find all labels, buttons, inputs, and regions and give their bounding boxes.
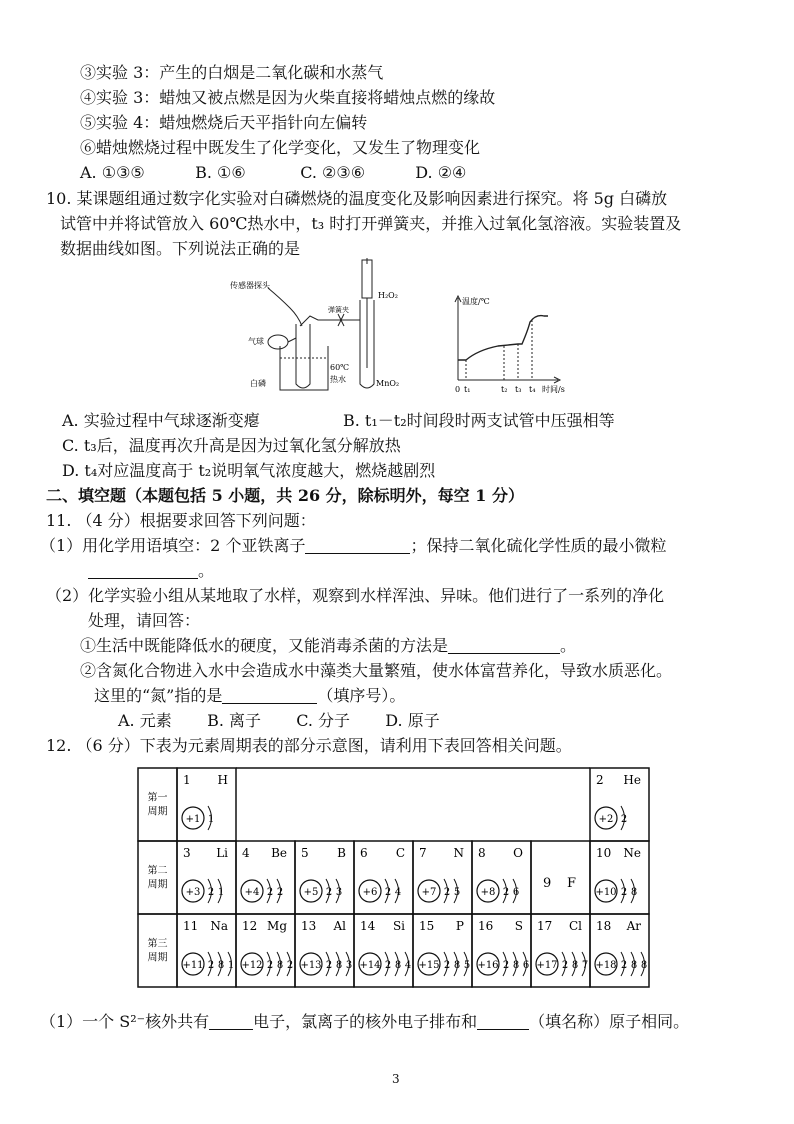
- shell-electron-count: 1: [227, 960, 235, 971]
- shell-electron-count: 2: [207, 960, 215, 971]
- answer-blank[interactable]: [222, 687, 317, 704]
- element-symbol: Li: [216, 846, 228, 860]
- element-number: 6: [360, 846, 368, 860]
- q12-part1-text-a: （1）一个 S²⁻核外共有: [40, 1012, 210, 1031]
- q10-stem-line2: 试管中并将试管放入 60℃热水中，t₃ 时打开弹簧夹，并推入过氧化氢溶液。实验装置及: [60, 214, 682, 233]
- period-label: 周期: [147, 806, 168, 818]
- shell-electron-count: 2: [384, 887, 392, 898]
- element-symbol: Al: [333, 919, 346, 933]
- q11-part2-line2: 处理，请回答：: [88, 611, 201, 630]
- nucleus-charge: +16: [477, 960, 499, 971]
- element-symbol: S: [514, 919, 523, 933]
- element-number: 11: [183, 919, 199, 933]
- section-2-heading: 二、填空题（本题包括 5 小题，共 26 分，除标明外，每空 1 分）: [46, 486, 524, 505]
- element-symbol: Si: [392, 919, 405, 933]
- period-labels: [148, 791, 168, 964]
- balloon: [268, 335, 288, 349]
- shell-electron-count: 5: [463, 960, 471, 971]
- x-axis-label: 时间/s: [542, 385, 565, 394]
- element-number: 7: [419, 846, 427, 860]
- element-number: 13: [301, 919, 317, 933]
- shell-electron-count: 2: [207, 887, 215, 898]
- shell-electron-count: 2: [443, 960, 451, 971]
- period-box: [138, 841, 177, 914]
- element-symbol: N: [453, 846, 464, 860]
- shell-electron-count: 4: [394, 887, 402, 898]
- shell-electron-count: 2: [620, 814, 628, 825]
- nucleus-charge: +3: [185, 887, 201, 898]
- label-phosphorus: 白磷: [250, 379, 266, 388]
- answer-blank[interactable]: [477, 1013, 529, 1030]
- nucleus-charge: +10: [595, 887, 617, 898]
- shell-electron-count: 2: [266, 887, 274, 898]
- q10-option-a: A. 实验过程中气球逐渐变瘪: [62, 411, 260, 430]
- q9-option-c: C. ②③⑥: [300, 163, 366, 182]
- period-label: 周期: [147, 879, 168, 891]
- nucleus-charge: +8: [480, 887, 496, 898]
- q11-options: [118, 711, 440, 731]
- element-number: 17: [537, 919, 553, 933]
- period-label: 第二: [147, 865, 168, 877]
- q10-option-b: B. t₁－t₂时间段时两支试管中压强相等: [343, 411, 615, 430]
- shell-electron-count: 5: [453, 887, 461, 898]
- t3-label: t₃: [515, 385, 522, 394]
- left-test-tube: [296, 324, 310, 388]
- shell-electron-count: 8: [640, 960, 648, 971]
- period-box: [138, 914, 177, 987]
- q9-option-b: B. ①⑥: [195, 163, 246, 182]
- q11-item1-end: 。: [560, 636, 577, 655]
- element-number: 18: [596, 919, 612, 933]
- q12-part1-text-c: （填名称）原子相同。: [529, 1012, 690, 1031]
- element-number: 4: [242, 846, 250, 860]
- shell-electron-count: 8: [512, 960, 520, 971]
- connecting-tube: [300, 316, 360, 326]
- shell-electron-count: 8: [630, 887, 638, 898]
- q9-statement-4: ④实验 3：蜡烛又被点燃是因为火柴直接将蜡烛点燃的缘故: [80, 88, 496, 107]
- syringe: [362, 260, 372, 298]
- q11-option-a: A. 元素: [118, 711, 172, 730]
- shell-electron-count: 8: [335, 960, 343, 971]
- shell-electron-count: 8: [217, 960, 225, 971]
- element-number: 1: [183, 773, 191, 787]
- element-symbol: Cl: [568, 919, 582, 933]
- shell-electron-count: 8: [394, 960, 402, 971]
- q12-part1-text-b: 电子，氯离子的核外电子排布和: [253, 1012, 478, 1031]
- element-symbol: Na: [210, 919, 228, 933]
- shell-electron-count: 3: [335, 887, 343, 898]
- element-number: 8: [478, 846, 486, 860]
- q11-option-c: C. 分子: [296, 711, 351, 730]
- q9-statement-6: ⑥蜡烛燃烧过程中既发生了化学变化，又发生了物理变化: [80, 138, 481, 157]
- nucleus-charge: +1: [185, 814, 201, 825]
- q10-stem-line3: 数据曲线如图。下列说法正确的是: [60, 239, 301, 258]
- element-symbol: Ne: [623, 846, 641, 860]
- element-symbol: P: [455, 919, 464, 933]
- shell-electron-count: 6: [522, 960, 530, 971]
- q11-part2-item2-line2: [94, 686, 405, 706]
- shell-electron-count: 2: [286, 960, 294, 971]
- temperature-line: [458, 316, 548, 360]
- period-label: 第三: [147, 938, 168, 950]
- q11-part1-text-a: （1）用化学用语填空：2 个亚铁离子: [40, 536, 306, 555]
- beaker: [280, 346, 328, 390]
- nucleus-charge: +2: [598, 814, 614, 825]
- q10-stem-line1: 10. 某课题组通过数字化实验对白磷燃烧的温度变化及影响因素进行探究。将 5g 白磷放: [46, 189, 668, 208]
- nucleus-charge: +12: [241, 960, 263, 971]
- q10-option-c: C. t₃后，温度再次升高是因为过氧化氢分解放热: [62, 436, 401, 455]
- period-label: 第一: [147, 792, 168, 804]
- page-number: 3: [392, 1072, 400, 1086]
- nucleus-charge: +4: [244, 887, 260, 898]
- element-cells: [182, 773, 647, 976]
- q9-options: [80, 163, 466, 183]
- shell-electron-count: 2: [620, 887, 628, 898]
- element-symbol: C: [395, 846, 405, 860]
- q9-option-a: A. ①③⑤: [80, 163, 145, 182]
- element-number: 2: [596, 773, 604, 787]
- q9-option-d: D. ②④: [415, 163, 467, 182]
- element-symbol: O: [513, 846, 523, 860]
- shell-electron-count: 7: [581, 960, 589, 971]
- apparatus-figure: [210, 258, 420, 398]
- nucleus-charge: +7: [421, 887, 437, 898]
- shell-electron-count: 4: [404, 960, 412, 971]
- nucleus-charge: +11: [182, 960, 204, 971]
- element-number: 3: [183, 846, 191, 860]
- element-number: 15: [419, 919, 435, 933]
- shell-electron-count: 8: [630, 960, 638, 971]
- label-water: 热水: [330, 375, 346, 384]
- element-symbol: Mg: [267, 919, 287, 933]
- nucleus-charge: +18: [595, 960, 617, 971]
- answer-blank[interactable]: [448, 637, 560, 654]
- periodic-table: [137, 767, 659, 989]
- q12-stem: 12. （6 分）下表为元素周期表的部分示意图，请利用下表回答相关问题。: [46, 736, 572, 755]
- q10-option-d: D. t₄对应温度高于 t₂说明氧气浓度越大，燃烧越剧烈: [62, 461, 436, 480]
- q11-item2-text: 这里的“氮”指的是: [94, 686, 223, 705]
- q11-item1-text: ①生活中既能降低水的硬度，又能消毒杀菌的方法是: [80, 636, 449, 655]
- nucleus-charge: +17: [536, 960, 558, 971]
- q11-part1-text-b: ；保持二氧化硫化学性质的最小微粒: [410, 536, 667, 555]
- q11-option-d: D. 原子: [385, 711, 440, 730]
- element-number: 16: [478, 919, 494, 933]
- element-cell-border: [531, 841, 590, 914]
- element-symbol: B: [337, 846, 346, 860]
- period-label: 周期: [147, 952, 168, 964]
- answer-blank[interactable]: [88, 562, 198, 579]
- y-axis-label: 温度/℃: [462, 297, 490, 306]
- t4-label: t₄: [529, 385, 536, 394]
- q9-statement-3: ③实验 3：产生的白烟是二氧化碳和水蒸气: [80, 63, 384, 82]
- nucleus-charge: +6: [362, 887, 378, 898]
- element-symbol: Be: [271, 846, 287, 860]
- element-number: 5: [301, 846, 309, 860]
- label-temp: 60℃: [330, 363, 350, 372]
- shell-electron-count: 3: [345, 960, 353, 971]
- q11-part1-line2: [88, 561, 214, 581]
- t2-label: t₂: [501, 385, 508, 394]
- nucleus-charge: +5: [303, 887, 319, 898]
- sensor-probe: [268, 288, 302, 326]
- element-symbol: Ar: [626, 919, 641, 933]
- element-number-center: 9: [543, 876, 552, 891]
- shell-electron-count: 8: [453, 960, 461, 971]
- q9-statement-5: ⑤实验 4：蜡烛燃烧后天平指针向左偏转: [80, 113, 368, 132]
- element-symbol: H: [217, 773, 228, 787]
- element-number: 10: [596, 846, 612, 860]
- nucleus-charge: +14: [359, 960, 381, 971]
- nucleus-charge: +13: [300, 960, 322, 971]
- element-symbol: He: [623, 773, 641, 787]
- shell-electron-count: 6: [512, 887, 520, 898]
- origin-label: 0: [455, 385, 461, 394]
- q11-item2-end: （填序号）。: [317, 686, 406, 705]
- answer-blank[interactable]: [209, 1013, 253, 1030]
- label-mno2: MnO₂: [376, 379, 400, 388]
- q11-part2-line1: （2）化学实验小组从某地取了水样，观察到水样浑浊、异味。他们进行了一系列的净化: [46, 586, 665, 605]
- q11-part1-line: [40, 536, 666, 556]
- t1-label: t₁: [464, 385, 471, 394]
- shell-electron-count: 2: [502, 960, 510, 971]
- label-clamp: 弹簧夹: [328, 306, 349, 314]
- shell-electron-count: 2: [443, 887, 451, 898]
- shell-electron-count: 2: [384, 960, 392, 971]
- shell-electron-count: 2: [325, 960, 333, 971]
- q11-stem: 11. （4 分）根据要求回答下列问题：: [46, 511, 316, 530]
- q11-option-b: B. 离子: [207, 711, 262, 730]
- q11-part2-item1: [80, 636, 576, 656]
- temperature-curve: [448, 290, 598, 400]
- element-number: 12: [242, 919, 258, 933]
- label-h2o2: H₂O₂: [378, 291, 398, 300]
- shell-electron-count: 2: [620, 960, 628, 971]
- nucleus-charge: +15: [418, 960, 440, 971]
- label-balloon: 气球: [248, 337, 264, 346]
- answer-blank[interactable]: [305, 537, 410, 554]
- q11-part2-item2: ②含氮化合物进入水中会造成水中藻类大量繁殖，使水体富营养化，导致水质恶化。: [80, 661, 673, 680]
- shell-electron-count: 8: [571, 960, 579, 971]
- element-number: 14: [360, 919, 376, 933]
- shell-electron-count: 2: [276, 887, 284, 898]
- shell-electron-count: 2: [561, 960, 569, 971]
- shell-electron-count: 1: [217, 887, 225, 898]
- shell-electron-count: 2: [266, 960, 274, 971]
- q12-part1-line: [40, 1012, 689, 1032]
- period-box: [138, 768, 177, 841]
- shell-electron-count: 2: [502, 887, 510, 898]
- shell-electron-count: 1: [207, 814, 215, 825]
- label-sensor: 传感器探头: [230, 281, 270, 290]
- element-symbol: F: [566, 876, 576, 891]
- shell-electron-count: 2: [325, 887, 333, 898]
- q11-part1-end: 。: [198, 561, 215, 580]
- shell-electron-count: 8: [276, 960, 284, 971]
